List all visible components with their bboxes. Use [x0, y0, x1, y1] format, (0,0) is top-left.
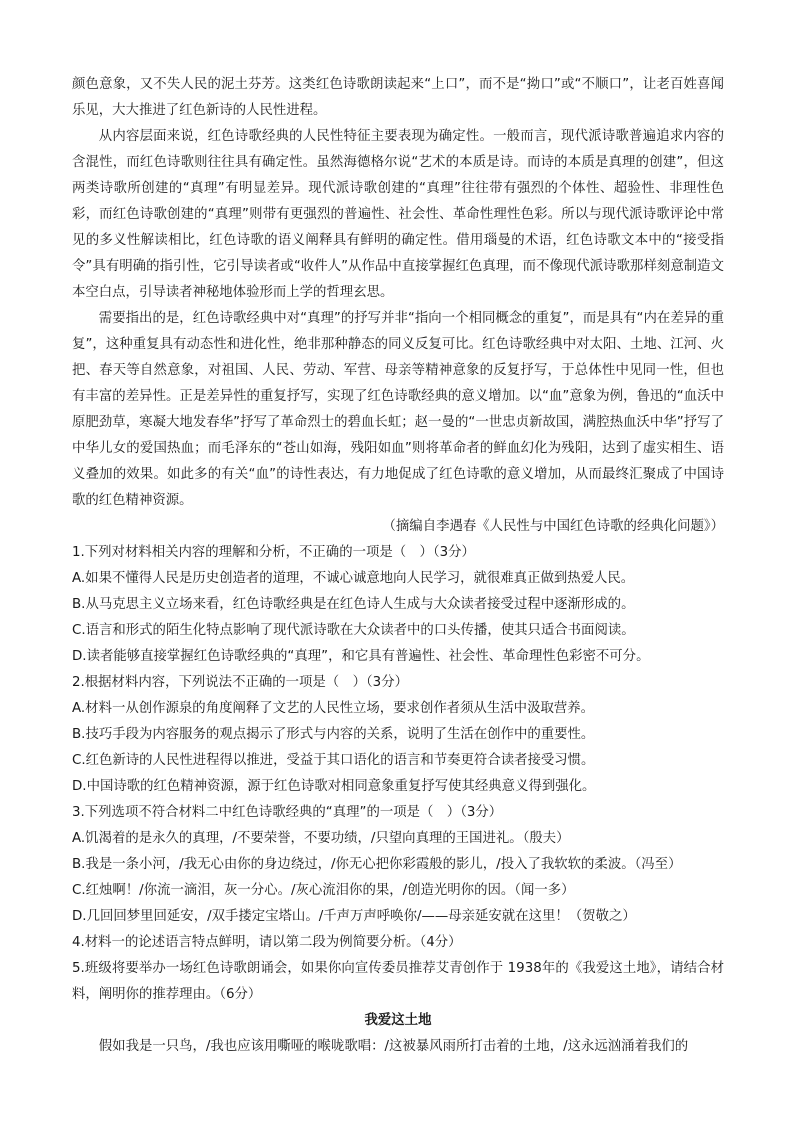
question-3-option-d: D.几回回梦里回延安，/双手搂定宝塔山。/千声万声呼唤你/——母亲延安就在这里！（贺敬之） — [72, 909, 636, 924]
question-3-option-a: A.饥渴着的是永久的真理，/不要荣誉，不要功绩，/只望向真理的王国进礼。（殷夫） — [72, 831, 570, 846]
poem-title: 我爱这土地 — [364, 1013, 432, 1028]
question-3-option-c: C.红烛啊！/你流一滴泪，灰一分心。/灰心流泪你的果，/创造光明你的因。（闻一多） — [72, 883, 575, 898]
passage-paragraph: 颜色意象，又不失人民的泥土芬芳。这类红色诗歌朗读起来“上口”，而不是“拗口”或“不顺口”，让老百姓喜闻乐见，大大推进了红色新诗的人民性进程。 — [72, 77, 724, 118]
question-2: 2.根据材料内容，下列说法不正确的一项是（ ）（3分） — [72, 675, 408, 690]
question-1-option-a: A.如果不懂得人民是历史创造者的道理，不诚心诚意地向人民学习，就很难真正做到热爱人民。 — [72, 571, 635, 586]
question-2-option-d: D.中国诗歌的红色精神资源，源于红色诗歌对相同意象重复抒写使其经典意义得到强化。 — [72, 779, 596, 794]
question-1-option-b: B.从马克思主义立场来看，红色诗歌经典是在红色诗人生成与大众读者接受过程中逐渐形成的。 — [72, 597, 635, 612]
question-2-option-c: C.红色新诗的人民性进程得以推进，受益于其口语化的语言和节奏更符合读者接受习惯。 — [72, 753, 595, 768]
exam-page — [72, 72, 724, 1060]
question-1-option-d: D.读者能够直接掌握红色诗歌经典的“真理”，和它具有普遍性、社会性、革命理性色彩密不可分。 — [72, 649, 650, 664]
passage-source: （摘编自李遇春《人民性与中国红色诗歌的经典化问题》） — [382, 519, 724, 534]
question-1-option-c: C.语言和形式的陌生化特点影响了现代派诗歌在大众读者中的口头传播，使其只适合书面阅读。 — [72, 623, 635, 638]
passage-paragraph: 需要指出的是，红色诗歌经典中对“真理”的抒写并非“指向一个相同概念的重复”，而是具有“内在差异的重复”，这种重复具有动态性和进化性，绝非那种静态的同义反复可比。红色诗歌经典中对太阳、土地、江河、火把、春天等自然意象，对祖国、人民、劳动、军营、母亲等精神意象的反复抒写，于总体性中见同一性，但也有丰富的差异性。正是差异性的重复抒写，实现了红色诗歌经典的意义增加。以“血”意象为例，鲁迅的“血沃中原肥劲草，寒凝大地发春华”抒写了革命烈士的碧血长虹；赵一曼的“一世忠贞新故国，满腔热血沃中华”抒写了中华儿女的爱国热血；而毛泽东的“苍山如海，残阳如血”则将革命者的鲜血幻化为残阳，达到了虚实相生、语义叠加的效果。如此多的有关“血”的诗性表达，有力地促成了红色诗歌的意义增加，从而最终汇聚成了中国诗歌的红色精神资源。 — [72, 311, 724, 508]
question-4: 4.材料一的论述语言特点鲜明，请以第二段为例简要分析。（4分） — [72, 935, 462, 950]
passage-paragraph: 从内容层面来说，红色诗歌经典的人民性特征主要表现为确定性。一般而言，现代派诗歌普遍追求内容的含混性，而红色诗歌则往往具有确定性。虽然海德格尔说“艺术的本质是诗。而诗的本质是真理的创建”，但这两类诗歌所创建的“真理”有明显差异。现代派诗歌创建的“真理”往往带有强烈的个体性、超验性、非理性色彩，而红色诗歌创建的“真理”则带有更强烈的普遍性、社会性、革命性理性色彩。所以与现代派诗歌评论中常见的多义性解读相比，红色诗歌的语义阐释具有鲜明的确定性。借用瑙曼的术语，红色诗歌文本中的“接受指令”具有明确的指引性，它引导读者或“收件人”从作品中直接掌握红色真理，而不像现代派诗歌那样刻意制造文本空白点，引导读者神秘地体验形而上学的哲理玄思。 — [72, 129, 724, 300]
poem-text: 假如我是一只鸟，/我也应该用嘶哑的喉咙歌唱：/这被暴风雨所打击着的土地，/这永远汹涌着我们的 — [98, 1039, 689, 1054]
question-3-option-b: B.我是一条小河，/我无心由你的身边绕过，/你无心把你彩霞般的影儿，/投入了我软软的柔波。（冯至） — [72, 857, 682, 872]
question-5: 5.班级将要举办一场红色诗歌朗诵会，如果你向宣传委员推荐艾青创作于 1938年的《我爱这土地》，请结合材料，阐明你的推荐理由。（6分） — [72, 961, 724, 1002]
question-1: 1.下列对材料相关内容的理解和分析，不正确的一项是（ ）（3分） — [72, 545, 475, 560]
question-3: 3.下列选项不符合材料二中红色诗歌经典的“真理”的一项是（ ）（3分） — [72, 805, 503, 820]
question-2-option-a: A.材料一从创作源泉的角度阐释了文艺的人民性立场，要求创作者须从生活中汲取营养。 — [72, 701, 595, 716]
question-2-option-b: B.技巧手段为内容服务的观点揭示了形式与内容的关系，说明了生活在创作中的重要性。 — [72, 727, 595, 742]
